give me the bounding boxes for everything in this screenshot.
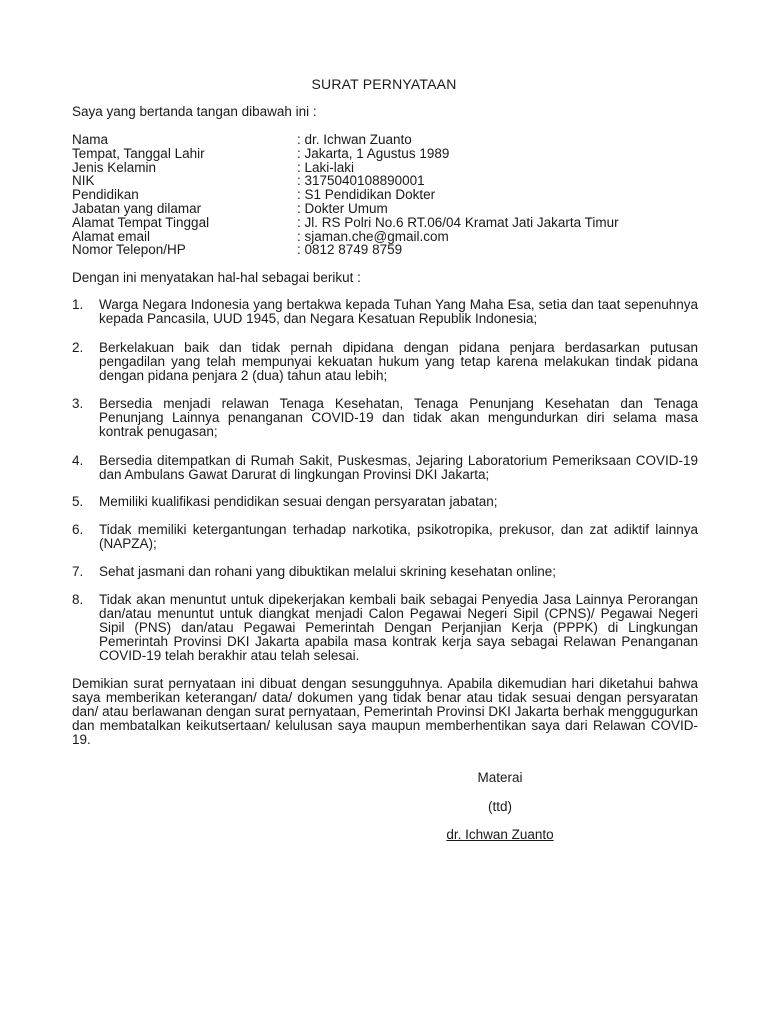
item-text: Sehat jasmani dan rohani yang dibuktikan melalui skrining kesehatan online; xyxy=(99,564,557,579)
signature-mark: (ttd) xyxy=(487,799,512,814)
materai-label: Materai xyxy=(477,770,523,785)
identity-row xyxy=(72,216,712,230)
list-item xyxy=(72,298,698,326)
item-text: Bersedia menjadi relawan Tenaga Kesehatan, Tenaga Penunjang Kesehatan dan Tenaga Penunjang Lainnya penanganan COVID-19 dan tidak akan mengundurkan diri selama masa kontrak penugasan; xyxy=(99,396,698,439)
identity-label: Jenis Kelamin xyxy=(72,159,157,175)
item-number: 1. xyxy=(72,297,84,312)
item-text: Berkelakuan baik dan tidak pernah dipidana dengan pidana penjara berdasarkan putusan pengadilan yang telah mempunyai kekuatan hukum yang tetap karena melakukan tindak pidana dengan pidana penjara 2 (dua) tahun atau lebih; xyxy=(99,340,698,383)
identity-row xyxy=(72,174,712,188)
identity-label: NIK xyxy=(72,173,95,189)
list-item xyxy=(72,341,698,383)
item-number: 8. xyxy=(72,592,84,607)
list-item xyxy=(72,523,698,551)
intro-text: Saya yang bertanda tangan dibawah ini : xyxy=(72,104,317,119)
item-text: Tidak memiliki ketergantungan terhadap narkotika, psikotropika, prekusor, dan zat adiktif lainnya (NAPZA); xyxy=(99,522,698,551)
identity-row xyxy=(72,230,712,244)
item-number: 7. xyxy=(72,564,84,579)
identity-value: : 3175040108890001 xyxy=(297,173,425,189)
identity-value: : Jl. RS Polri No.6 RT.06/04 Kramat Jati Jakarta Timur xyxy=(297,214,619,230)
closing-paragraph: Demikian surat pernyataan ini dibuat dengan sesungguhnya. Apabila dikemudian hari diketahui bahwa saya memberikan keterangan/ data/ dokumen yang tidak benar atau tidak sesuai dengan persyaratan dan/ atau berlawanan dengan surat pernyataan, Pemerintah Provinsi DKI Jakarta berhak menggugurkan dan membatalkan keikutsertaan/ kelulusan saya maupun memberhentikan saya dari Relawan COVID-19. xyxy=(72,676,698,747)
statement-intro: Dengan ini menyatakan hal-hal sebagai berikut : xyxy=(72,270,361,285)
identity-value: : dr. Ichwan Zuanto xyxy=(297,132,412,147)
identity-row xyxy=(72,243,712,257)
identity-value: : sjaman.che@gmail.com xyxy=(297,228,449,244)
identity-row xyxy=(72,133,712,147)
identity-value: : 0812 8749 8759 xyxy=(297,242,403,258)
signatory-name: dr. Ichwan Zuanto xyxy=(446,827,554,842)
list-item xyxy=(72,454,698,482)
identity-label: Tempat, Tanggal Lahir xyxy=(72,145,205,161)
list-item xyxy=(72,397,698,439)
identity-row xyxy=(72,147,712,161)
identity-label: Pendidikan xyxy=(72,187,139,203)
identity-label: Alamat Tempat Tinggal xyxy=(72,214,210,230)
item-number: 2. xyxy=(72,340,84,355)
item-text: Bersedia ditempatkan di Rumah Sakit, Puskesmas, Jejaring Laboratorium Pemeriksaan COVID-19 dan Ambulans Gawat Darurat di lingkungan Provinsi DKI Jakarta; xyxy=(99,453,698,482)
item-number: 4. xyxy=(72,453,84,468)
identity-label: Nama xyxy=(72,132,109,147)
identity-label: Alamat email xyxy=(72,228,151,244)
item-text: Memiliki kualifikasi pendidikan sesuai dengan persyaratan jabatan; xyxy=(99,494,498,509)
list-item xyxy=(72,565,698,579)
identity-label: Nomor Telepon/HP xyxy=(72,242,186,258)
document-title: SURAT PERNYATAAN xyxy=(311,76,457,92)
identity-value: : Laki-laki xyxy=(297,159,355,175)
identity-value: : Dokter Umum xyxy=(297,200,388,216)
identity-value: : Jakarta, 1 Agustus 1989 xyxy=(297,145,450,161)
identity-block xyxy=(72,133,712,257)
item-text: Warga Negara Indonesia yang bertakwa kepada Tuhan Yang Maha Esa, setia dan taat sepenuhnya kepada Pancasila, UUD 1945, dan Negara Kesatuan Republik Indonesia; xyxy=(99,297,698,326)
list-item xyxy=(72,593,698,663)
item-text: Tidak akan menuntut untuk dipekerjakan kembali baik sebagai Penyedia Jasa Lainnya Perorangan dan/atau menuntut untuk diangkat menjadi Calon Pegawai Negeri Sipil (CPNS)/ Pegawai Negeri Sipil (PNS) dan/atau Pegawai Pemerintah Dengan Perjanjian Kerja (PPPK) di Lingkungan Pemerintah Provinsi DKI Jakarta apabila masa kontrak kerja saya sebagai Relawan Penanganan COVID-19 telah berakhir atau telah selesai. xyxy=(99,592,698,663)
identity-row xyxy=(72,161,712,175)
identity-label: Jabatan yang dilamar xyxy=(72,200,202,216)
item-number: 6. xyxy=(72,522,84,537)
identity-row xyxy=(72,202,712,216)
list-item xyxy=(72,495,698,509)
identity-value: : S1 Pendidikan Dokter xyxy=(297,187,436,203)
item-number: 5. xyxy=(72,494,84,509)
identity-row xyxy=(72,188,712,202)
item-number: 3. xyxy=(72,396,84,411)
